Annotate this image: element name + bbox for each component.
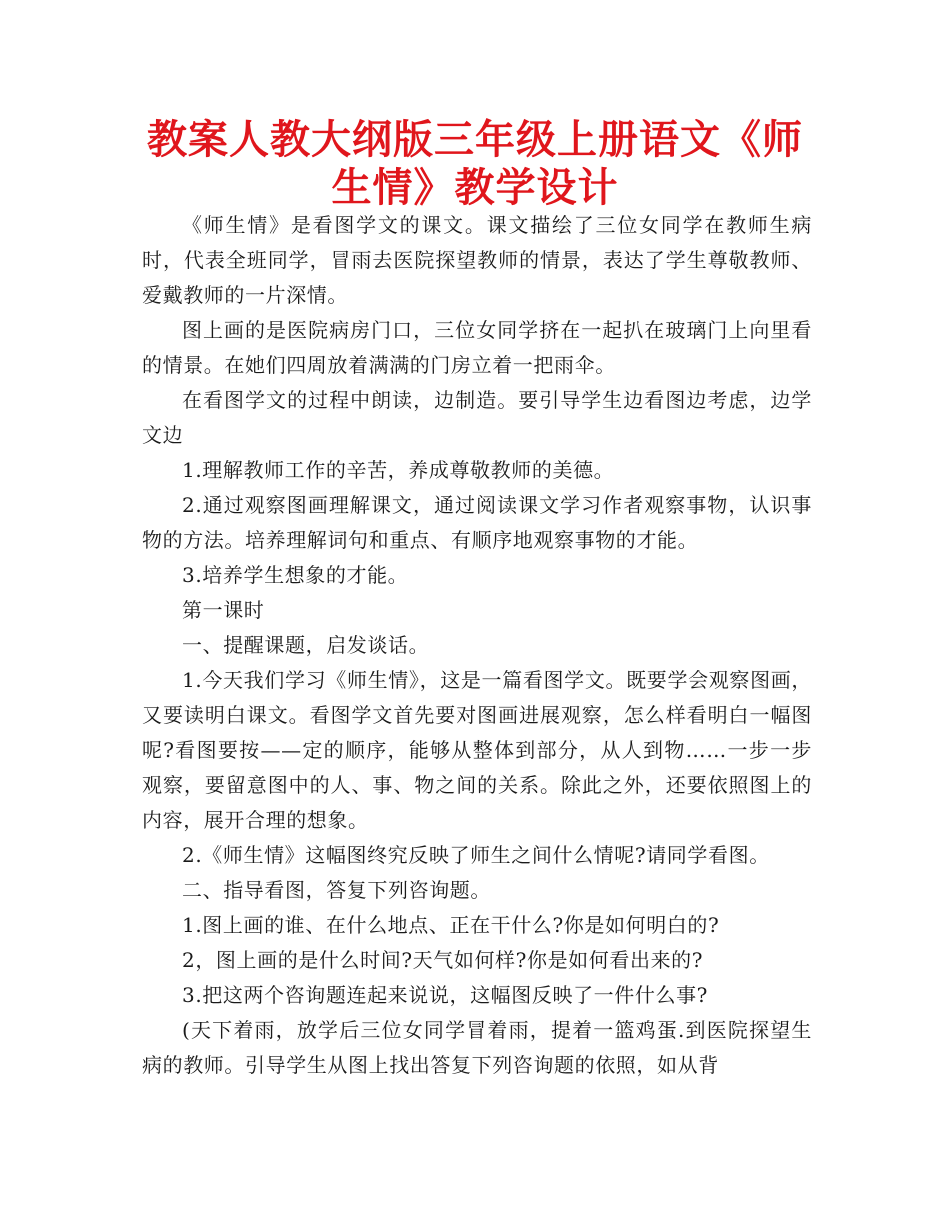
document-body bbox=[142, 208, 812, 1083]
paragraph: 在看图学文的过程中朗读，边制造。要引导学生边看图边考虑，边学文边 bbox=[142, 388, 812, 447]
paragraph: 3.培养学生想象的才能。 bbox=[182, 563, 409, 587]
paragraph: 《师生情》是看图学文的课文。课文描绘了三位女同学在教师生病时，代表全班同学，冒雨去医院探望教师的情景，表达了学生尊敬教师、爱戴教师的一片深情。 bbox=[142, 213, 812, 307]
paragraph: 3.把这两个咨询题连起来说说，这幅图反映了一件什么事? bbox=[182, 983, 709, 1007]
document-title: 教案人教大纲版三年级上册语文《师生情》教学设计 bbox=[147, 117, 803, 211]
paragraph: 2，图上画的是什么时间?天气如何样?你是如何看出来的? bbox=[182, 948, 704, 972]
paragraph: 二、指导看图，答复下列咨询题。 bbox=[182, 878, 491, 902]
paragraph: 1.图上画的谁、在什么地点、正在干什么?你是如何明白的? bbox=[182, 913, 720, 937]
paragraph: (天下着雨，放学后三位女同学冒着雨，提着一篮鸡蛋.到医院探望生病的教师。引导学生从图上找出答复下列咨询题的依照，如从背 bbox=[142, 1018, 812, 1077]
paragraph: 2.《师生情》这幅图终究反映了师生之间什么情呢?请同学看图。 bbox=[182, 843, 770, 867]
paragraph: 1.理解教师工作的辛苦，养成尊敬教师的美德。 bbox=[182, 458, 615, 482]
paragraph: 一、提醒课题，启发谈话。 bbox=[182, 633, 430, 657]
paragraph: 图上画的是医院病房门口，三位女同学挤在一起扒在玻璃门上向里看的情景。在她们四周放着满满的门房立着一把雨伞。 bbox=[142, 318, 812, 377]
paragraph: 第一课时 bbox=[182, 598, 265, 622]
paragraph: 1.今天我们学习《师生情》，这是一篇看图学文。既要学会观察图画，又要读明白课文。看图学文首先要对图画进展观察，怎么样看明白一幅图呢?看图要按——定的顺序，能够从整体到部分，从人到物……一步一步观察，要留意图中的人、事、物之间的关系。除此之外，还要依照图上的内容，展开合理的想象。 bbox=[142, 668, 812, 832]
paragraph: 2.通过观察图画理解课文，通过阅读课文学习作者观察事物，认识事物的方法。培养理解词句和重点、有顺序地观察事物的才能。 bbox=[142, 493, 812, 552]
